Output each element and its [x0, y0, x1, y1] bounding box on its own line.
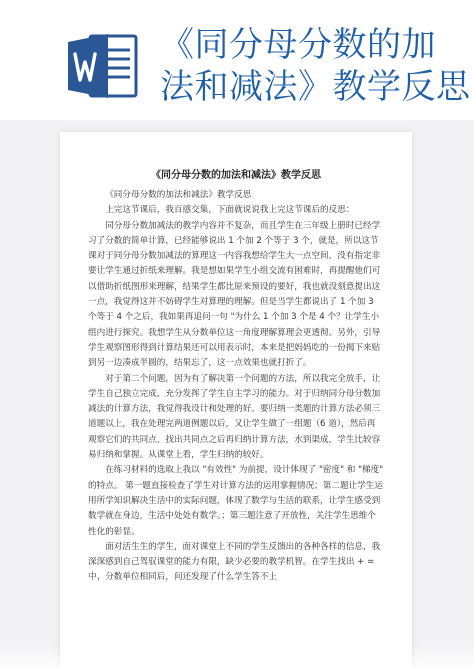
paragraph: 对于第二个问题，因为有了解决第一个问题的方法，所以我完全放手，让学生自己独立完成，充分发挥了学生自主学习的能力。对于归纳同分母分数加减法的计算方法，我觉得我设计和处理的好。要归纳一类题的计算方法必须三道题以上，我在处理完两道例题以后，又让学生做了一组题（6 道），然后再观察它们的共同点，找出共同点之后再归纳计算方法，水到渠成，学生比较容易归纳和掌握。从课堂上看，学生归纳的较好。: [88, 373, 381, 461]
paragraph: 在练习材料的选取上我以 "有效性" 为前提，设计体现了 "密度" 和 "梯度" 的特点。 第一题直接检查了学生对计算方法的运用掌握情况；第二题让学生运用所学知识解决生活中的实际问题，体现了数学与生活的联系，让学生感受到数学就在身边，生活中处处有数学。；第三题注意了开放性，关注学生思维个性化的彰显。: [88, 465, 384, 537]
headline-line-2: 法和减法》教学反思: [160, 67, 471, 107]
header-banner: [0, 0, 474, 120]
paragraph: 同分母分数加减法的教学内容并不复杂，而且学生在三年级上册时已经学习了分数的简单计算，已经能够说出 1 个加 2 个等于 3 个，就是，所以这节课对于同分母分数加减法的算理这一内容我想给学生大一点空间，没有指定非要让学生通过折纸来理解。我是想如果学生小组交流有困难时，再提醒他们可以借助折纸图形来理解，结果学生都比原来预设的要好，我也就没刻意提出这一点，我觉得这并不妨碍学生对算理的理解。但是当学生都说出了 1 个加 3 个等于 4 个之后，我如果再追问一句 "为什么 1 个加 3 个是 4 个？让学生小组内进行探究。我想学生从分数单位这一角度理解算理会更透彻。另外，引导学生观察图形得到计算结果还可以用表示时，本来是把妈妈吃的一份揭下来贴到另一边凑成半圆的，结果忘了，这一点效果也就打折了。: [88, 220, 381, 369]
paragraph: 面对活生生的学生，面对课堂上不同的学生反馈出的各种各样的信息，我深深感到自己驾驭课堂的能力有限，缺少必要的教学机智。在学生找出 + = 中、分数单位相同后，问还发现了什么学生答不上: [88, 541, 381, 583]
headline-line-1: 《同分母分数的加: [160, 25, 436, 65]
document-title: 《同分母分数的加法和减法》教学反思: [151, 170, 321, 181]
document-page: [60, 132, 412, 669]
paragraph: 上完这节课后，我百感交集，下面就说说我上完这节课后的反思：: [105, 205, 355, 216]
paragraph: 《同分母分数的加法和减法》教学反思: [105, 190, 252, 200]
document-body: [88, 188, 384, 586]
word-document-icon: [68, 32, 138, 100]
bottom-fade: [0, 645, 474, 669]
page-headline: [160, 24, 471, 108]
